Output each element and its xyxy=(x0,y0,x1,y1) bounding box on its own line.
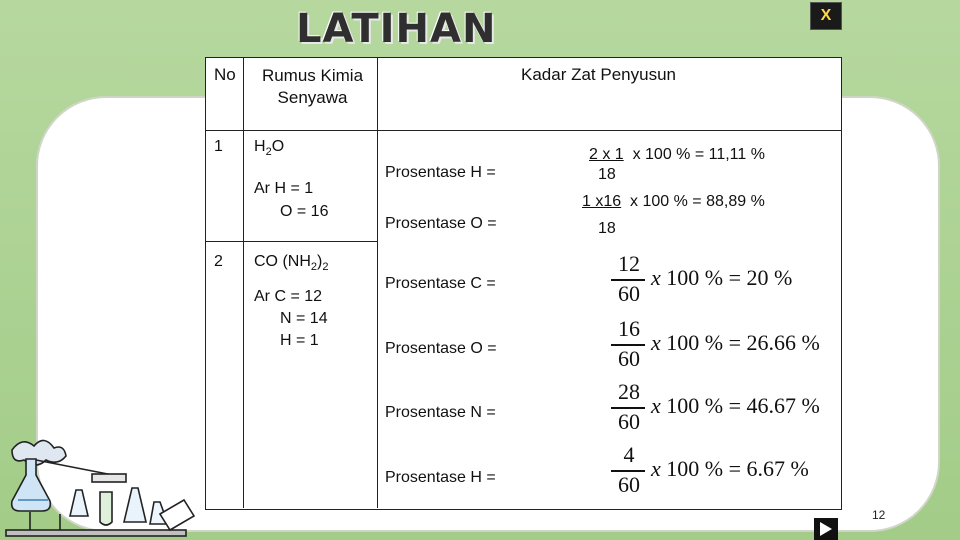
row1-no: 1 xyxy=(214,138,223,155)
fraction-c-num: 12 xyxy=(618,251,640,276)
close-button[interactable] xyxy=(810,2,842,30)
row1-ar-h: Ar H = 1 xyxy=(254,180,314,197)
row-divider xyxy=(206,241,378,242)
fraction-c-expr xyxy=(651,265,792,291)
header-composition: Kadar Zat Penyusun xyxy=(521,65,676,84)
fraction-n-expr xyxy=(651,393,820,419)
formula-paren: ) xyxy=(317,253,323,270)
page-number: 12 xyxy=(872,508,886,522)
header-no: No xyxy=(214,65,236,84)
fraction-h-den: 60 xyxy=(618,472,640,497)
fraction-c-den: 60 xyxy=(618,281,640,306)
fraction-n-den: 60 xyxy=(618,409,640,434)
formula-sub1: 2 xyxy=(310,261,318,274)
times-sign: x xyxy=(651,393,661,418)
row2-label-h: Prosentase H = xyxy=(385,469,496,486)
row2-no: 2 xyxy=(214,253,223,270)
row2-ar-n: N = 14 xyxy=(280,310,328,327)
header-divider xyxy=(206,130,841,131)
formula-o: O xyxy=(271,138,285,155)
formula-co-nh: CO (NH xyxy=(254,253,311,270)
chemistry-lab-icon xyxy=(0,430,210,540)
calc-h-result: x 100 % = 11,11 % xyxy=(632,146,765,163)
row2-formula xyxy=(254,253,328,273)
play-next-icon xyxy=(820,522,832,536)
row2-label-n: Prosentase N = xyxy=(385,404,496,421)
row1-ar-o: O = 16 xyxy=(280,203,329,220)
close-icon: X xyxy=(820,7,832,24)
fraction-h-expr xyxy=(651,456,809,482)
formula-sub: 2 xyxy=(265,146,272,159)
row1-label-h: Prosentase H = xyxy=(385,164,496,181)
fraction-o-num: 16 xyxy=(618,316,640,341)
row2-label-c: Prosentase C = xyxy=(385,275,496,292)
calc-o-result: x 100 % = 88,89 % xyxy=(630,193,765,210)
times-sign: x xyxy=(651,330,661,355)
calc-h-numerator: 2 x 1 xyxy=(589,146,624,163)
fraction-h-result: 100 % = 6.67 % xyxy=(660,456,809,481)
row1-calc-h-den: 18 xyxy=(598,166,616,183)
times-sign: x xyxy=(651,456,661,481)
fraction-n-result: 100 % = 46.67 % xyxy=(660,393,820,418)
row1-calc-h-num xyxy=(589,146,765,164)
fraction-n-num: 28 xyxy=(618,379,640,404)
row1-calc-o-num xyxy=(582,193,765,211)
formula-h: H xyxy=(254,138,266,155)
fraction-o-result: 100 % = 26.66 % xyxy=(660,330,820,355)
header-formula: Rumus Kimia Senyawa xyxy=(261,66,364,107)
exercise-table xyxy=(205,57,842,510)
calc-o-numerator: 1 x16 xyxy=(582,193,622,210)
row1-label-o: Prosentase O = xyxy=(385,215,497,232)
fraction-o-den: 60 xyxy=(618,346,640,371)
fraction-h-num: 4 xyxy=(623,442,635,467)
row2-label-o: Prosentase O = xyxy=(385,340,497,357)
fraction-c-result: 100 % = 20 % xyxy=(660,265,793,290)
row1-formula xyxy=(254,138,284,158)
next-slide-button[interactable] xyxy=(814,518,838,540)
row2-ar-h: H = 1 xyxy=(280,332,319,349)
row2-ar-c: Ar C = 12 xyxy=(254,288,323,305)
col-divider-2 xyxy=(377,58,378,508)
row1-calc-o-den: 18 xyxy=(598,220,616,237)
col-divider-1 xyxy=(243,58,244,508)
fraction-o-expr xyxy=(651,330,820,356)
page-title: LATIHAN xyxy=(296,6,497,52)
formula-sub2: 2 xyxy=(322,261,329,274)
times-sign: x xyxy=(651,265,661,290)
